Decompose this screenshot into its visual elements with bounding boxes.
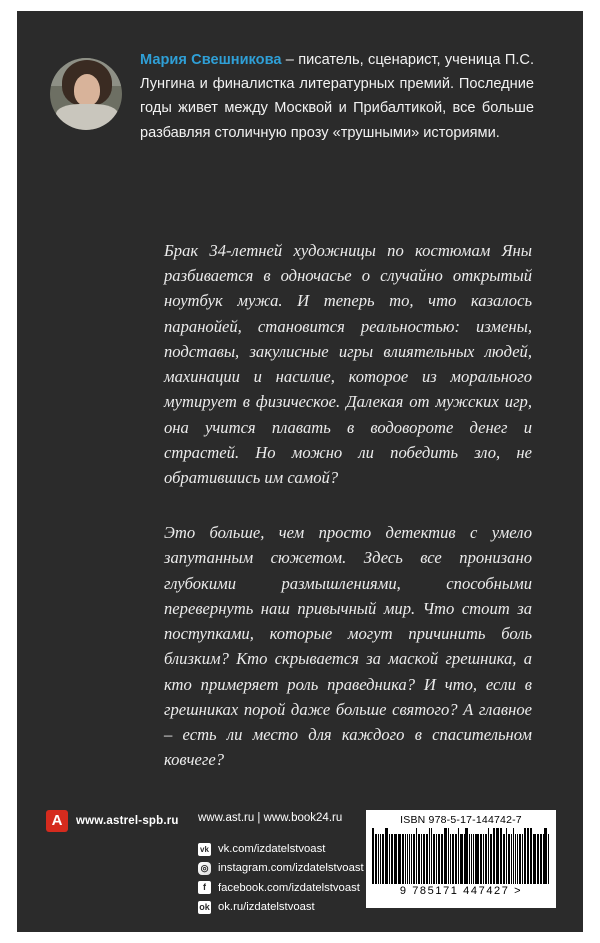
ast-logo-icon: A — [46, 810, 68, 832]
author-block — [50, 48, 550, 145]
author-name: Мария Свешникова — [140, 52, 282, 68]
social-handle: vk.com/izdatelstvoast — [218, 843, 326, 855]
social-links — [198, 840, 364, 917]
social-handle: ok.ru/izdatelstvoast — [218, 900, 315, 913]
author-bio-text: – писатель, сценарист, ученица П.С. Лунгина и финалистка литературных премий. Последние годы живет между Москвой и Прибалтикой, все больше разбавляя столичную прозу «трушными» историями. — [140, 52, 534, 141]
instagram-icon: ◎ — [198, 862, 211, 875]
annotation-paragraph-1: Брак 34-летней художницы по костюмам Яны разбивается в одночасье о случайно открытый ноутбук мужа. И теперь то, что казалось паранойей, становится реальностью: измены, подставы, закулисные игры влиятельных людей, махинации и насилие, которое из морального мутирует в физическое. Далекая от мужских игр, она учится плавать в водовороте денег и страстей. Но можно ли победить зло, не обратившись им самой? — [164, 241, 532, 487]
publisher-brand — [46, 810, 179, 832]
social-link-facebook[interactable] — [198, 879, 364, 897]
publisher-url[interactable]: www.astrel-spb.ru — [76, 815, 179, 827]
vk-icon: vk — [198, 843, 211, 856]
annotation-block — [164, 238, 532, 772]
annotation-paragraph-2: Это больше, чем просто детектив с умело запутанным сюжетом. Здесь все пронизано глубокими размышлениями, способными перевернуть наш привычный мир. Что стоит за поступками, которые могут причинить боль близким? Кто скрывается за маской грешника, а кто примеряет роль праведника? И что, если в грешниках порой даже больше святого? А главное – есть ли место для каждого в спасительном ковчеге? — [164, 523, 532, 770]
isbn-label: ISBN 978-5-17-144742-7 — [400, 814, 522, 826]
author-bio — [140, 48, 534, 145]
barcode-digits: 9 785171 447427 > — [399, 885, 523, 897]
barcode-block — [366, 810, 556, 908]
social-link-odnoklassniki[interactable] — [198, 898, 364, 916]
social-link-instagram[interactable] — [198, 859, 364, 877]
footer — [18, 796, 582, 931]
cover-panel — [18, 12, 582, 931]
barcode-bars — [372, 828, 550, 884]
facebook-icon: f — [198, 881, 211, 894]
avatar-body — [56, 104, 118, 130]
social-handle: instagram.com/izdatelstvoast — [218, 862, 364, 875]
avatar — [50, 58, 122, 130]
avatar-face — [74, 74, 100, 106]
odnoklassniki-icon: ok — [199, 901, 210, 912]
publisher-sites[interactable]: www.ast.ru | www.book24.ru — [198, 812, 343, 824]
social-handle: facebook.com/izdatelstvoast — [218, 881, 360, 894]
social-link-vk[interactable] — [198, 840, 364, 858]
